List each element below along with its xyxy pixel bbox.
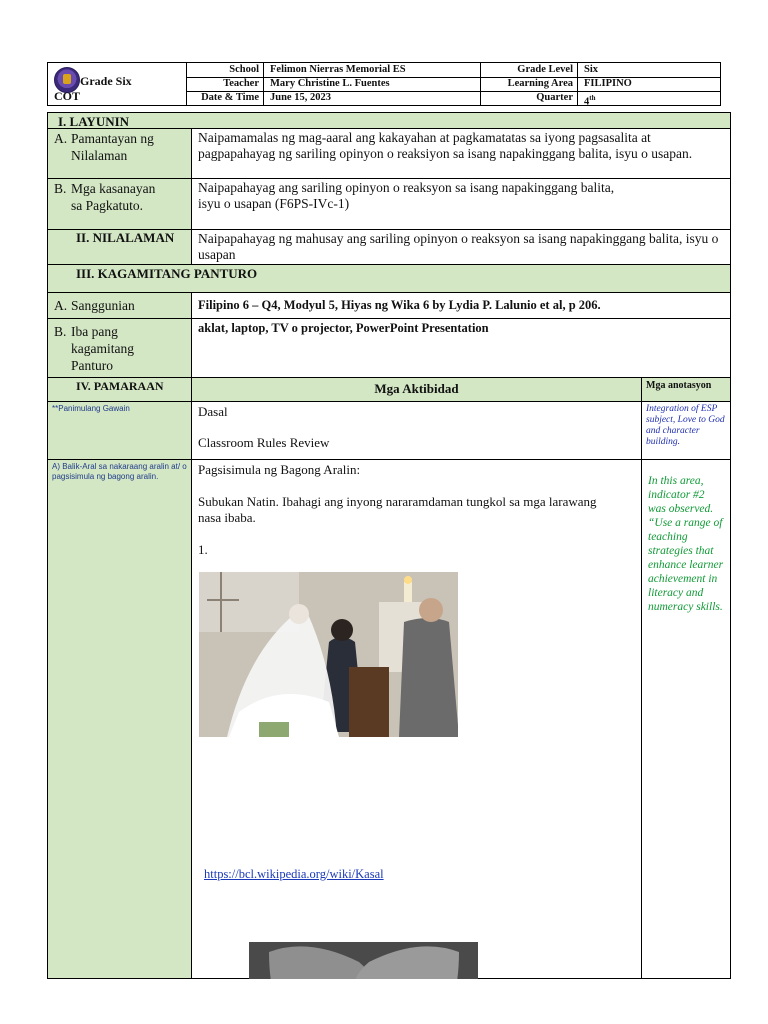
sanggunian-label-cell — [48, 293, 192, 318]
item-number: 1. — [198, 542, 208, 557]
kasanayan-text — [192, 179, 730, 212]
sanggunian-letter: A. — [54, 298, 68, 313]
date-time-value: June 15, 2023 — [264, 91, 481, 105]
wedding-illustration — [199, 572, 458, 737]
kasanayan-row — [47, 179, 731, 230]
panimulang-label: **Panimulang Gawain — [52, 404, 130, 413]
header-info-grid — [186, 63, 720, 105]
grade-title: Grade Six — [80, 74, 132, 88]
header-table — [47, 62, 721, 106]
quarter-value — [578, 91, 720, 105]
layunin-header-row — [47, 112, 731, 129]
quarter-suffix: th — [589, 94, 596, 102]
kasanayan-label-line2: sa Pagkatuto. — [71, 198, 143, 213]
balik-aral-row — [47, 460, 731, 979]
layunin-title: I. LAYUNIN — [58, 114, 130, 129]
sanggunian-label-text: Sanggunian — [71, 298, 135, 313]
pamaraan-title-cell — [48, 378, 192, 401]
iba-pang-letter: B. — [54, 324, 67, 339]
iba-pang-text: aklat, laptop, TV o projector, PowerPoint Presentation — [198, 321, 489, 335]
pamantayan-row — [47, 129, 731, 179]
dasal-text: Dasal — [198, 404, 228, 419]
learning-area-value: FILIPINO — [584, 78, 632, 89]
iba-pang-kagamitan-row — [47, 319, 731, 378]
pamaraan-header-row — [47, 378, 731, 402]
panimulang-activity-cell — [192, 402, 641, 459]
sanggunian-text-cell — [192, 293, 730, 318]
sanggunian-text: Filipino 6 – Q4, Modyul 5, Hiyas ng Wika 6 by Lydia P. Lalunio et al, p 206. — [198, 298, 601, 312]
sanggunian-label — [54, 297, 135, 314]
panimulang-note-cell — [641, 402, 731, 459]
kasal-source-link[interactable]: https://bcl.wikipedia.org/wiki/Kasal — [204, 867, 384, 881]
panimulang-activity — [192, 402, 641, 451]
learning-area-label: Learning Area — [481, 77, 578, 91]
iba-pang-label-line1: Iba pang — [71, 324, 118, 339]
pamantayan-label-line1: Pamantayan ng — [71, 131, 154, 146]
hands-coin-photo — [249, 942, 478, 979]
sanggunian-row — [47, 293, 731, 319]
cot-label: COT — [54, 89, 81, 103]
kagamitan-title: III. KAGAMITANG PANTURO — [76, 266, 258, 281]
pamaraan-title: IV. PAMARAAN — [76, 379, 164, 393]
balik-aral-activity — [192, 460, 641, 558]
school-value: Felimon Nierras Memorial ES — [264, 63, 481, 77]
balik-aral-activity-cell — [192, 460, 641, 978]
header-title-cell — [48, 63, 187, 105]
quarter-label: Quarter — [481, 91, 578, 105]
kasanayan-text-cell — [192, 179, 730, 229]
pamantayan-label-line2: Nilalaman — [71, 148, 128, 163]
kasanayan-label-cell — [48, 179, 192, 229]
nilalaman-title: II. NILALAMAN — [76, 230, 175, 245]
subukan-natin-instructions: Subukan Natin. Ibahagi ang inyong nararamdaman tungkol sa mga larawang nasa ibaba. — [198, 494, 597, 525]
panimulang-gawain-row — [47, 402, 731, 460]
grade-level-label: Grade Level — [481, 63, 578, 77]
school-label: School — [186, 63, 264, 77]
nilalaman-text-cell — [192, 230, 730, 264]
iba-pang-label-line3: Panturo — [71, 358, 113, 373]
iba-pang-text-cell — [192, 319, 730, 377]
balik-aral-label-cell — [48, 460, 192, 978]
header-row-school — [186, 63, 720, 78]
nilalaman-text: Naipapahayag ng mahusay ang sariling opinyon o reaksyon sa isang napakinggang balita, isyu o usapan — [198, 231, 719, 262]
esp-integration-note: Integration of ESP subject, Love to God and character building. — [646, 404, 725, 447]
kagamitan-header-row — [47, 265, 731, 293]
indicator-note: In this area, indicator #2 was observed. “Use a range of teaching strategies that enhance learner achievement in literacy and numeracy skills. — [648, 475, 724, 613]
nilalaman-label-cell — [48, 230, 192, 264]
kasanayan-text-line2: isyu o usapan (F6PS-IVc-1) — [198, 196, 350, 211]
pamantayan-letter: A. — [54, 131, 68, 146]
pamantayan-text: Naipamamalas ng mag-aaral ang kakayahan at pagkamatatas sa iyong pagsasalita at pagpapahayag ng sariling opinyon o reaksiyon sa isang napakinggang balita, isyu o usapan. — [198, 130, 693, 161]
grade-level-value: Six — [584, 64, 599, 75]
balik-aral-note-cell — [641, 460, 731, 978]
panimulang-label-cell — [48, 402, 192, 459]
kasanayan-label — [54, 180, 155, 214]
teacher-value: Mary Christine L. Fuentes — [264, 77, 481, 91]
kasanayan-label-line1: Mga kasanayan — [71, 181, 156, 196]
pamantayan-label-cell — [48, 129, 192, 178]
quarter-number: 4 — [584, 96, 590, 105]
classroom-rules-text: Classroom Rules Review — [198, 435, 330, 450]
header-row-teacher — [186, 77, 720, 92]
bagong-aralin-heading: Pagsisimula ng Bagong Aralin: — [198, 462, 361, 477]
iba-pang-label-line2: kagamitang — [71, 341, 134, 356]
hands-illustration — [249, 942, 478, 979]
balik-aral-label: A) Balik-Aral sa nakaraang aralin at/ o pagsisimula ng bagong aralin. — [52, 462, 187, 481]
activities-header-cell — [192, 378, 641, 401]
activities-header: Mga Aktibidad — [374, 381, 459, 396]
iba-pang-label — [54, 323, 134, 374]
iba-pang-label-cell — [48, 319, 192, 377]
kasanayan-letter: B. — [54, 181, 67, 196]
wedding-photo — [199, 572, 458, 737]
notes-header-cell — [641, 378, 731, 401]
notes-header: Mga anotasyon — [646, 380, 712, 391]
date-time-label: Date & Time — [186, 91, 264, 105]
kasanayan-text-line1: Naipapahayag ang sariling opinyon o reaksyon sa isang napakinggang balita, — [198, 180, 615, 195]
pamantayan-text-cell — [192, 129, 730, 178]
pamantayan-label — [54, 130, 154, 164]
teacher-label: Teacher — [186, 77, 264, 91]
kasal-link-wrap — [204, 865, 384, 883]
header-row-date — [186, 91, 720, 105]
nilalaman-row — [47, 230, 731, 265]
